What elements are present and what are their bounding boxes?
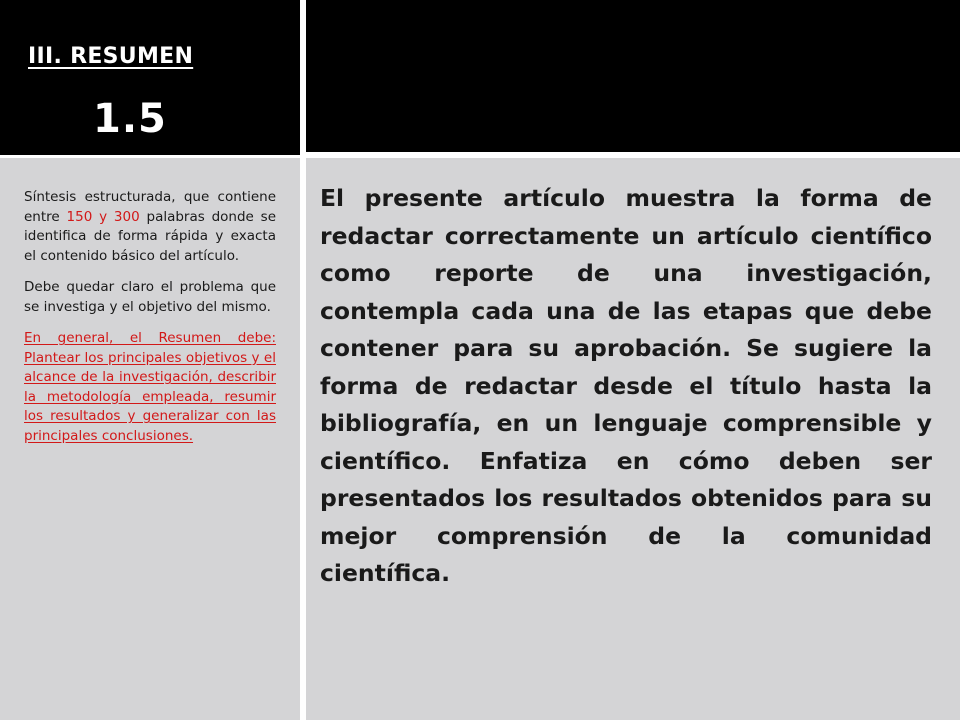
objective-paragraph: Debe quedar claro el problema que se investiga y el objetivo del mismo. [24, 279, 276, 315]
definition-text-start: Síntesis estructurada, que contiene entre [24, 189, 276, 225]
header-right-panel [306, 0, 960, 152]
main-content-panel [306, 158, 960, 720]
definition-paragraph [24, 188, 276, 266]
left-description [24, 188, 276, 458]
left-description-panel [0, 158, 300, 720]
definition-text-end: palabras donde se identifica de forma rápida y exacta el contenido básico del artículo. [24, 208, 277, 264]
word-count-highlight: 150 y 300 [66, 208, 140, 225]
section-title: III. RESUMEN [28, 44, 194, 69]
abstract-body-text: El presente artículo muestra la forma de redactar correctamente un artículo científico como reporte de una investigación, contempla cada una de las etapas que debe contener para su aprobación. Se sugiere la forma de redactar desde el título hasta la bibliografía, en un lenguaje comprensible y científico. Enfatiza en cómo deben ser presentados los resultados obtenidos para su mejor comprensión de la comunidad científica. [320, 184, 932, 587]
section-number: 1.5 [93, 96, 167, 142]
requirements-paragraph: En general, el Resumen debe: Plantear los principales objetivos y el alcance de la investigación, describir la metodología empleada, resumir los resultados y generalizar con las principales conclusiones. [24, 330, 276, 444]
title-panel [0, 0, 300, 155]
